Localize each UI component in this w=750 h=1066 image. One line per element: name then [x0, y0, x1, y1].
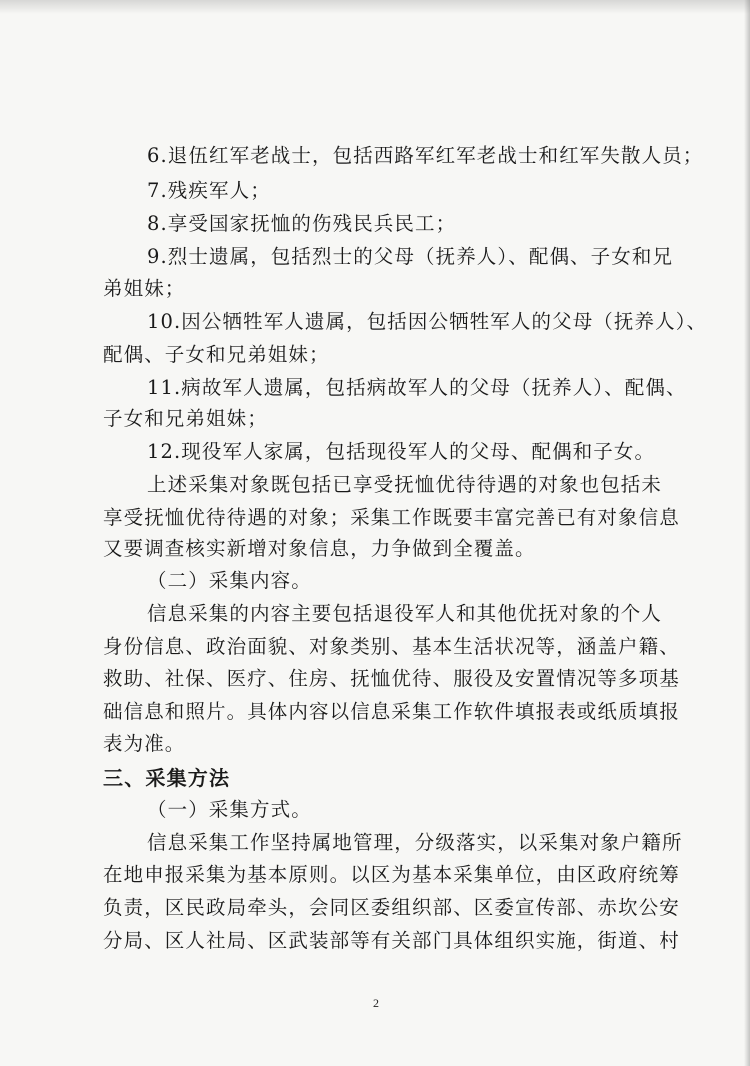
- list-item-12: 12.现役军人家属，包括现役军人的父母、配偶和子女。: [147, 440, 656, 463]
- paragraph-line: 分局、区人社局、区武装部等有关部门具体组织实施，街道、村: [103, 929, 680, 952]
- list-item-9: 9.烈士遗属，包括烈士的父母（抚养人）、配偶、子女和兄: [147, 245, 674, 268]
- list-item-10: 10.因公牺牲军人遗属，包括因公牺牲军人的父母（抚养人）、: [147, 310, 708, 333]
- list-item-11-continued: 子女和兄弟姐妹；: [103, 407, 268, 430]
- paragraph-line: 在地申报采集为基本原则。以区为基本采集单位，由区政府统筹: [103, 863, 680, 886]
- paragraph-line: 信息采集的内容主要包括退役军人和其他优抚对象的个人: [147, 602, 663, 625]
- list-item-10-continued: 配偶、子女和兄弟姐妹；: [103, 343, 330, 366]
- paragraph-line: 表为准。: [103, 732, 186, 755]
- list-item-11: 11.病故军人遗属，包括病故军人的父母（抚养人）、配偶、: [147, 376, 687, 399]
- list-item-8: 8.享受国家抚恤的伤残民兵民工；: [147, 212, 457, 235]
- paragraph-line: 身份信息、政治面貌、对象类别、基本生活状况等，涵盖户籍、: [103, 635, 680, 658]
- section-heading-collection-method: 三、采集方法: [103, 766, 231, 790]
- list-item-6: 6.退伍红军老战士，包括西路军红军老战士和红军失散人员；: [147, 144, 704, 167]
- page-number: 2: [373, 996, 379, 1010]
- paragraph-line: 信息采集工作坚持属地管理，分级落实，以采集对象户籍所: [147, 831, 683, 854]
- paragraph-line: 上述采集对象既包括已享受抚恤优待待遇的对象也包括未: [147, 473, 663, 496]
- paragraph-line: 救助、社保、医疗、住房、抚恤优待、服役及安置情况等多项基: [103, 667, 680, 690]
- list-item-7: 7.残疾军人；: [147, 179, 271, 202]
- list-item-9-continued: 弟姐妹；: [103, 277, 186, 300]
- paragraph-line: 础信息和照片。具体内容以信息采集工作软件填报表或纸质填报: [103, 700, 680, 723]
- paragraph-line: 负责，区民政局牵头，会同区委组织部、区委宣传部、赤坎公安: [103, 896, 680, 919]
- paragraph-line: 享受抚恤优待待遇的对象；采集工作既要丰富完善已有对象信息: [103, 506, 680, 529]
- subsection-heading-collection-mode: （一）采集方式。: [147, 798, 312, 821]
- scan-shadow-top: [0, 0, 750, 14]
- paragraph-line: 又要调查核实新增对象信息，力争做到全覆盖。: [103, 537, 536, 560]
- subsection-heading-collection-content: （二）采集内容。: [147, 569, 312, 592]
- scan-shadow-right: [744, 0, 750, 1066]
